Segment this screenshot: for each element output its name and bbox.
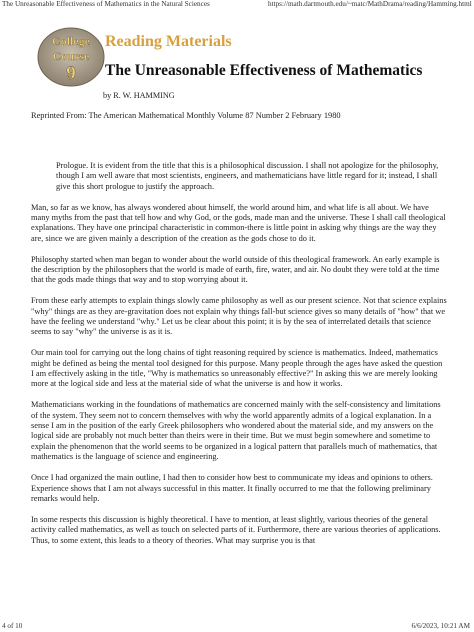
body-paragraph: In some respects this discussion is highly theoretical. I have to mention, at least slightly, various theories of the general activity called mathematics, as well as touch on selected parts of it. Furthermore, there are various theories of applications. Thus, to some extent, this leads to a theory of theories. What may surprise you is that [31, 514, 441, 545]
page-title: The Unreasonable Effectiveness of Mathematics [105, 62, 423, 79]
page-counter: 4 of 10 [2, 622, 23, 630]
body-paragraph: Philosophy started when man began to wonder about the world outside of this theological framework. An early example is the description by the philosophers that the world is made of earth, fire, water, and air. No doubt they were told at the time that the gods made things that way and to stop worrying about it. [31, 254, 440, 285]
prologue-paragraph: Prologue. It is evident from the title that this is a philosophical discussion. I shall not apologize for the philosophy, though I am well aware that most scientists, engineers, and mathematicians have little regard for it; instead, I shall give this short prologue to justify the approach. [56, 161, 439, 191]
browser-print-footer [0, 622, 474, 632]
print-header-url: https://math.dartmouth.edu/~matc/MathDrama/reading/Hamming.html [268, 0, 472, 8]
body-paragraph: Once I had organized the main outline, I had then to consider how best to communicate my ideas and opinions to others. Experience shows that I am not always successful in this matter. It finally occurred to me that the following preliminary remarks would help. [31, 473, 433, 503]
logo-line-1: College [52, 34, 90, 48]
author-line: by R. W. HAMMING [103, 91, 175, 100]
print-timestamp: 6/6/2023, 10:21 AM [411, 622, 470, 630]
reprint-source: Reprinted From: The American Mathematical Monthly Volume 87 Number 2 February 1980 [31, 111, 341, 120]
logo-line-2: Course [52, 49, 90, 63]
logo-line-3: 9 [66, 63, 76, 84]
body-paragraph: From these early attempts to explain things slowly came philosophy as well as our present science. Not that science explains "why" things are as they are-gravitation does not explain why things fall-but science gives so many details of "how" that we have the feeling we understand "why." Let us be clear about this point; it is by the sea of interrelated details that science seems to say "why" the universe is as it is. [31, 296, 447, 337]
college-course-9-logo [36, 26, 106, 88]
print-header-title: The Unreasonable Effectiveness of Mathematics in the Natural Sciences [2, 0, 210, 8]
section-label: Reading Materials [105, 33, 232, 50]
article-body [31, 161, 447, 556]
browser-print-header [0, 0, 474, 10]
body-paragraph: Man, so far as we know, has always wondered about himself, the world around him, and what life is all about. We have many myths from the past that tell how and why God, or the gods, made man and the universe. These I shall call theological explanations. They have one principal characteristic in common-there is little point in asking why things are the way they are, since we are given mainly a description of the creation as the gods chose to do it. [31, 202, 446, 243]
body-paragraph: Mathematicians working in the foundations of mathematics are concerned mainly with the self-consistency and limitations of the system. They seem not to concern themselves with why the world apparently admits of a logical explanation. In a sense I am in the position of the early Greek philosophers who wondered about the material side, and my answers on the logical side are probably not much better than theirs were in their time. But we must begin somewhere and sometime to explain the phenomenon that the world seems to be organized in a logical pattern that parallels much of mathematics, that mathematics is the language of science and engineering. [31, 400, 441, 462]
body-paragraph: Our main tool for carrying out the long chains of tight reasoning required by science is mathematics. Indeed, mathematics might be defined as being the mental tool designed for this purpose. Many people through the ages have asked the question I am effectively asking in the title, "Why is mathematics so unreasonably effective?" In asking this we are merely looking more at the logical side and less at the material side of what the universe is and how it works. [31, 348, 443, 389]
